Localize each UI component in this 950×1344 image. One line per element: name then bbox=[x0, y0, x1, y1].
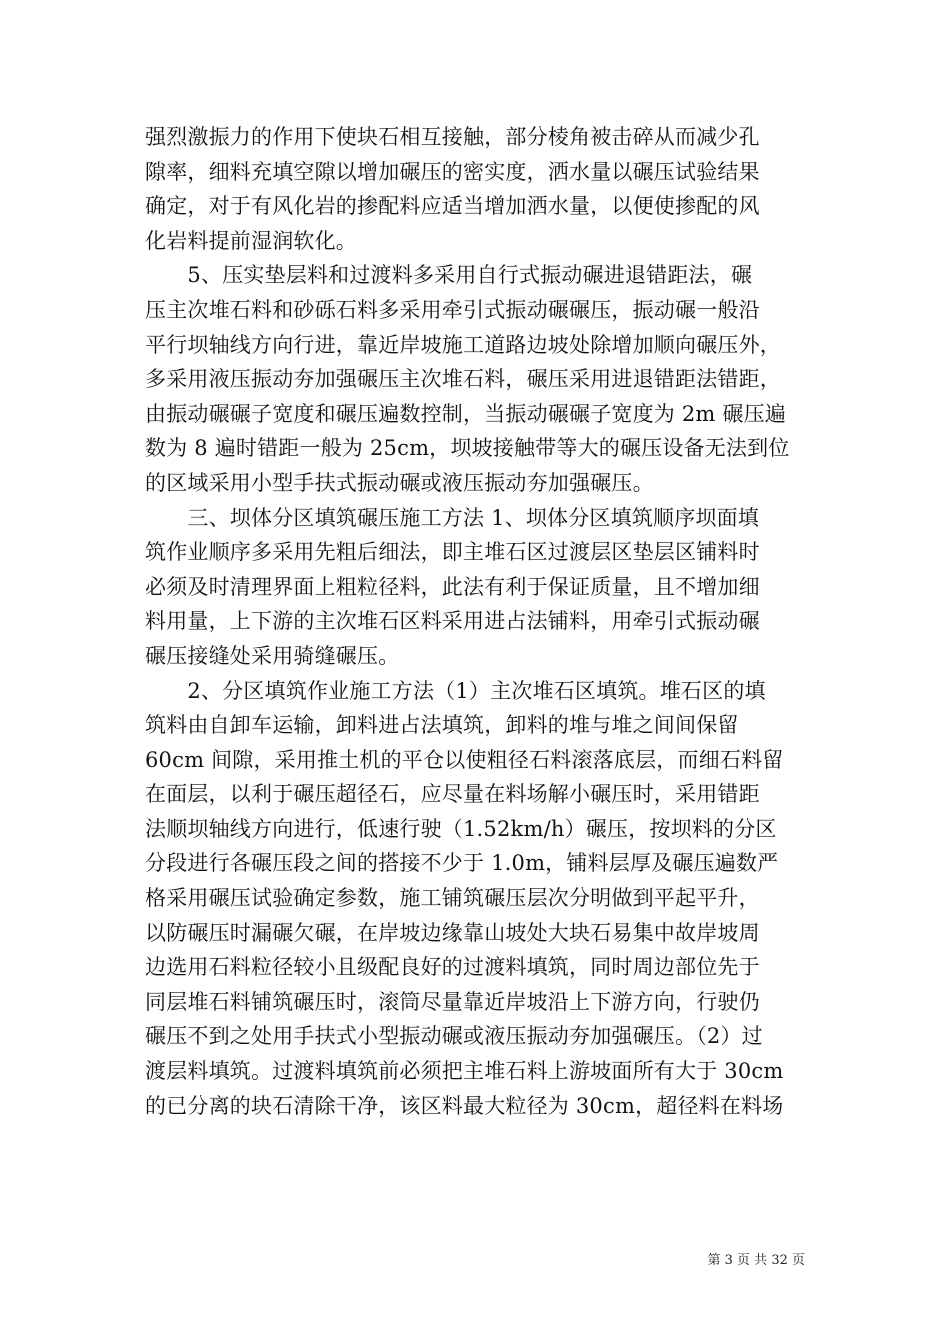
text-line: 化岩料提前湿润软化。 bbox=[145, 228, 357, 253]
text-line: 渡层料填筑。过渡料填筑前必须把主堆石料上游坡面所有大于 30cm bbox=[145, 1059, 784, 1084]
text-line: 平行坝轴线方向行进，靠近岸坡施工道路边坡处除增加顺向碾压外， bbox=[145, 332, 781, 357]
text-line: 多采用液压振动夯加强碾压主次堆石料，碾压采用进退错距法错距， bbox=[145, 367, 781, 392]
text-line: 格采用碾压试验确定参数，施工铺筑碾压层次分明做到平起平升， bbox=[145, 886, 760, 911]
text-line: 碾压不到之处用手扶式小型振动碾或液压振动夯加强碾压。（2）过 bbox=[145, 1024, 763, 1049]
text-line: 的已分离的块石清除干净，该区料最大粒径为 30cm，超径料在料场 bbox=[145, 1093, 784, 1118]
text-line: 碾压接缝处采用骑缝碾压。 bbox=[145, 643, 400, 668]
text-line: 压主次堆石料和砂砾石料多采用牵引式振动碾碾压，振动碾一般沿 bbox=[145, 297, 760, 322]
text-line: 60cm 间隙，采用推土机的平仓以使粗径石料滚落底层，而细石料留 bbox=[145, 747, 784, 772]
text-line: 法顺坝轴线方向进行，低速行驶（1.52km/h）碾压，按坝料的分区 bbox=[145, 816, 777, 841]
text-line: 分段进行各碾压段之间的搭接不少于 1.0m，铺料层厚及碾压遍数严 bbox=[145, 851, 779, 876]
text-line: 必须及时清理界面上粗粒径料，此法有利于保证质量，且不增加细 bbox=[145, 574, 760, 599]
text-line: 的区域采用小型手扶式振动碾或液压振动夯加强碾压。 bbox=[145, 470, 654, 495]
text-line: 强烈激振力的作用下使块石相互接触，部分棱角被击碎从而减少孔 bbox=[145, 125, 760, 149]
text-line: 在面层，以利于碾压超径石，应尽量在料场解小碾压时，采用错距 bbox=[145, 782, 760, 807]
text-line: 筑作业顺序多采用先粗后细法，即主堆石区过渡层区垫层区铺料时 bbox=[145, 540, 760, 565]
text-line: 隙率，细料充填空隙以增加碾压的密实度，洒水量以碾压试验结果 bbox=[145, 159, 760, 184]
text-line: 三、坝体分区填筑碾压施工方法 1、坝体分区填筑顺序坝面填 bbox=[145, 505, 760, 530]
page-number: 第 3 页 共 32 页 bbox=[707, 1253, 805, 1268]
text-line: 确定，对于有风化岩的掺配料应适当增加洒水量，以便使掺配的风 bbox=[145, 194, 760, 219]
text-line: 筑料由自卸车运输，卸料进占法填筑，卸料的堆与堆之间间保留 bbox=[145, 713, 739, 738]
body-text bbox=[145, 120, 807, 1123]
text-line: 料用量，上下游的主次堆石区料采用进占法铺料，用牵引式振动碾 bbox=[145, 609, 760, 634]
text-line: 以防碾压时漏碾欠碾，在岸坡边缘靠山坡处大块石易集中故岸坡周 bbox=[145, 920, 760, 945]
text-line: 2、分区填筑作业施工方法（1）主次堆石区填筑。堆石区的填 bbox=[145, 678, 766, 703]
text-line: 数为 8 遍时错距一般为 25cm，坝坡接触带等大的碾压设备无法到位 bbox=[145, 436, 790, 461]
text-line: 由振动碾碾子宽度和碾压遍数控制，当振动碾碾子宽度为 2m 碾压遍 bbox=[145, 401, 787, 426]
text-line: 同层堆石料铺筑碾压时，滚筒尽量靠近岸坡沿上下游方向，行驶仍 bbox=[145, 989, 760, 1014]
text-line: 5、压实垫层料和过渡料多采用自行式振动碾进退错距法，碾 bbox=[145, 263, 753, 288]
text-line: 边选用石料粒径较小且级配良好的过渡料填筑，同时周边部位先于 bbox=[145, 955, 760, 980]
